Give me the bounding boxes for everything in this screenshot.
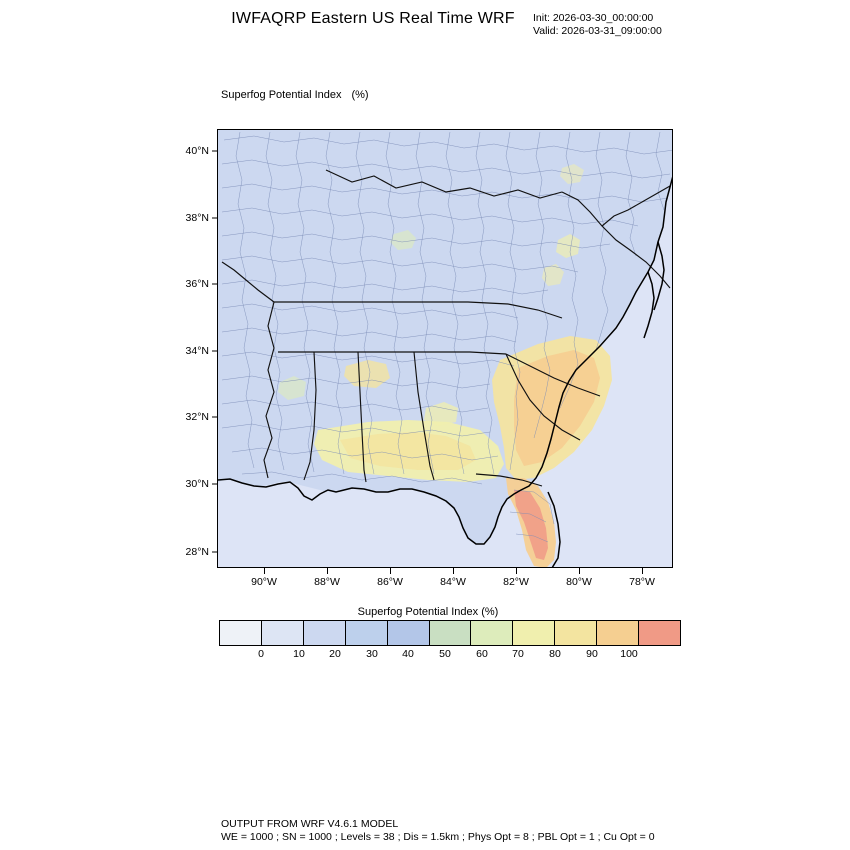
colorbar-cell-3 xyxy=(346,621,388,645)
colorbar-label-30: 30 xyxy=(366,648,378,660)
x-label-82: 82°W xyxy=(503,576,529,588)
colorbar-label-70: 70 xyxy=(512,648,524,660)
y-tick-36 xyxy=(212,284,218,285)
colorbar-cell-8 xyxy=(555,621,597,645)
init-time: Init: 2026-03-30_00:00:00 xyxy=(533,12,654,24)
y-tick-28 xyxy=(212,552,218,553)
x-label-84: 84°W xyxy=(440,576,466,588)
y-label-34: 34°N xyxy=(185,345,209,357)
x-tick-78 xyxy=(642,568,643,574)
x-label-86: 86°W xyxy=(377,576,403,588)
x-tick-90 xyxy=(264,568,265,574)
y-label-32: 32°N xyxy=(185,411,209,423)
y-tick-40 xyxy=(212,151,218,152)
colorbar-cell-4 xyxy=(388,621,430,645)
y-tick-32 xyxy=(212,417,218,418)
y-tick-30 xyxy=(212,484,218,485)
y-label-28: 28°N xyxy=(185,546,209,558)
colorbar-label-90: 90 xyxy=(586,648,598,660)
colorbar-label-80: 80 xyxy=(549,648,561,660)
page-title-text: IWFAQRP Eastern US Real Time WRF xyxy=(231,10,515,27)
colorbar-cell-9 xyxy=(597,621,639,645)
y-tick-38 xyxy=(212,218,218,219)
x-label-78: 78°W xyxy=(629,576,655,588)
colorbar-label-10: 10 xyxy=(293,648,305,660)
colorbar-label-60: 60 xyxy=(476,648,488,660)
colorbar-labels xyxy=(219,648,681,664)
colorbar-title xyxy=(0,606,850,618)
panel-variable-label: Superfog Potential Index xyxy=(221,89,342,101)
footer-line-2: WE = 1000 ; SN = 1000 ; Levels = 38 ; Dis = 1.5km ; Phys Opt = 8 ; PBL Opt = 1 ; Cu Opt = 0 xyxy=(221,831,655,843)
colorbar-cell-2 xyxy=(304,621,346,645)
footer-line-1: OUTPUT FROM WRF V4.6.1 MODEL xyxy=(221,818,399,830)
y-label-30: 30°N xyxy=(185,478,209,490)
y-tick-34 xyxy=(212,351,218,352)
colorbar-label-0: 0 xyxy=(258,648,264,660)
x-tick-80 xyxy=(579,568,580,574)
model-output-footer xyxy=(221,818,655,844)
colorbar-label-100: 100 xyxy=(620,648,638,660)
panel-title xyxy=(221,89,369,101)
colorbar-cell-5 xyxy=(430,621,472,645)
map-axes xyxy=(185,129,673,588)
colorbar-cell-1 xyxy=(262,621,304,645)
colorbar-label-50: 50 xyxy=(439,648,451,660)
model-run-info xyxy=(533,12,662,38)
colorbar-label-20: 20 xyxy=(329,648,341,660)
y-label-40: 40°N xyxy=(185,145,209,157)
colorbar-label-40: 40 xyxy=(402,648,414,660)
x-tick-88 xyxy=(327,568,328,574)
colorbar-cell-7 xyxy=(513,621,555,645)
x-label-88: 88°W xyxy=(314,576,340,588)
page-title xyxy=(0,10,850,28)
x-label-90: 90°W xyxy=(251,576,277,588)
colorbar[interactable] xyxy=(219,620,681,646)
valid-time: Valid: 2026-03-31_09:00:00 xyxy=(533,25,662,37)
y-label-38: 38°N xyxy=(185,212,209,224)
x-tick-86 xyxy=(390,568,391,574)
x-label-80: 80°W xyxy=(566,576,592,588)
y-label-36: 36°N xyxy=(185,278,209,290)
x-tick-84 xyxy=(453,568,454,574)
colorbar-cell-6 xyxy=(471,621,513,645)
x-tick-82 xyxy=(516,568,517,574)
colorbar-cell-0 xyxy=(220,621,262,645)
colorbar-cell-10 xyxy=(639,621,680,645)
colorbar-title-text: Superfog Potential Index (%) xyxy=(357,606,499,618)
panel-units-label: (%) xyxy=(351,89,369,101)
